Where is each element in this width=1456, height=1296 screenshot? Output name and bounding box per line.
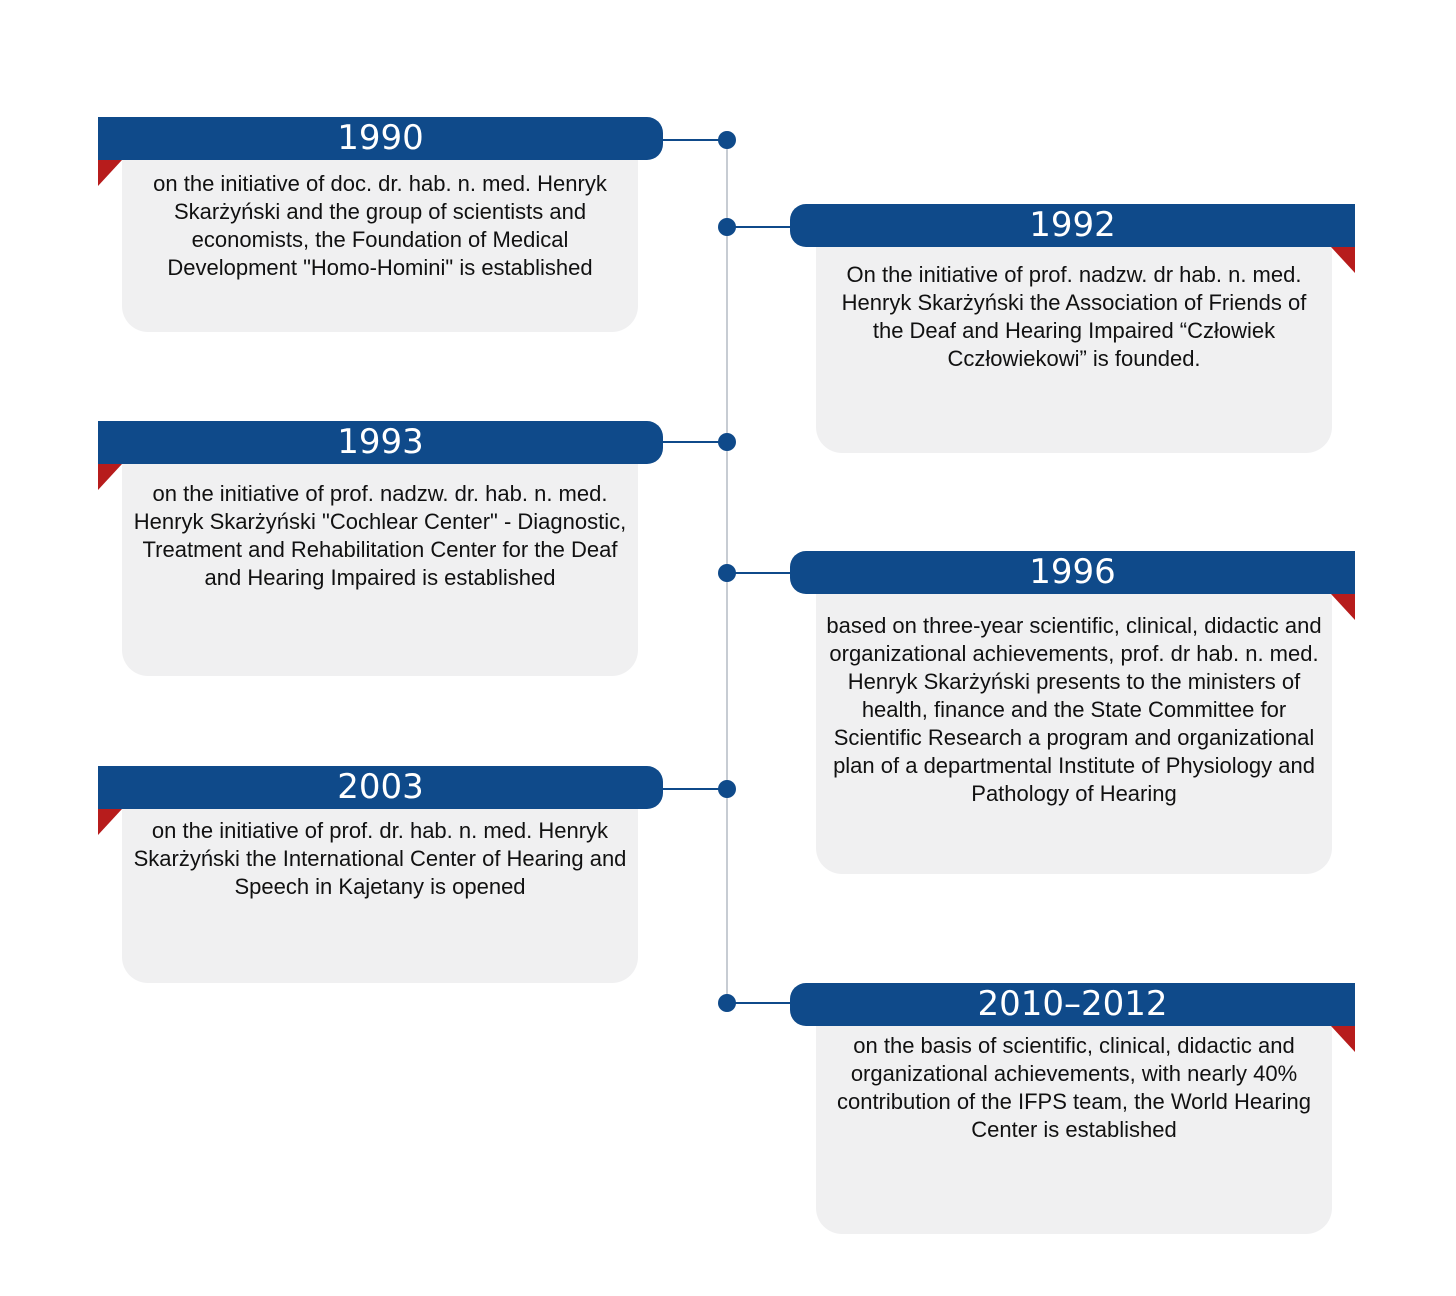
event-year: 1992: [1029, 205, 1116, 245]
event-year: 2010–2012: [977, 984, 1168, 1024]
year-banner: [98, 421, 663, 464]
timeline-dot-1996: [718, 564, 736, 582]
year-banner: [98, 117, 663, 160]
connector-2010-2012: [727, 1002, 793, 1004]
event-text: On the initiative of prof. nadzw. dr hab. n. med. Henryk Skarżyński the Association of Friends of the Deaf and Hearing Impaired “Człowiek Cczłowiekowi” is founded.: [841, 262, 1307, 371]
event-card: [816, 1026, 1332, 1234]
connector-2003: [660, 788, 727, 790]
event-card: [122, 809, 638, 983]
event-year: 1993: [337, 422, 424, 462]
event-text: on the initiative of doc. dr. hab. n. med. Henryk Skarżyński and the group of scientists and economists, the Foundation of Medical Development "Homo-Homini" is established: [153, 171, 607, 280]
event-text: on the initiative of prof. dr. hab. n. med. Henryk Skarżyński the International Center of Hearing and Speech in Kajetany is opened: [133, 818, 627, 899]
banner-fold: [1331, 1026, 1355, 1052]
connector-1990: [660, 139, 727, 141]
connector-1996: [727, 572, 793, 574]
year-banner: [98, 766, 663, 809]
year-banner: [790, 983, 1355, 1026]
event-year: 1996: [1029, 552, 1116, 592]
event-card: [816, 247, 1332, 453]
connector-1992: [727, 226, 793, 228]
event-text: based on three-year scientific, clinical, didactic and organizational achievements, prof. dr hab. n. med. Henryk Skarżyński presents to the ministers of health, finance and the State Committee for Scientific Research a program and organizational plan of a departmental Institute of Physiology and Pathology of Hearing: [826, 613, 1322, 806]
banner-fold: [1331, 247, 1355, 273]
event-card: [816, 594, 1332, 874]
timeline-dot-2010-2012: [718, 994, 736, 1012]
year-banner: [790, 204, 1355, 247]
banner-fold: [98, 160, 122, 186]
event-text: on the basis of scientific, clinical, didactic and organizational achievements, with nearly 40% contribution of the IFPS team, the World Hearing Center is established: [836, 1033, 1312, 1142]
timeline-dot-2003: [718, 780, 736, 798]
timeline-dot-1993: [718, 433, 736, 451]
event-year: 2003: [337, 767, 424, 807]
connector-1993: [660, 441, 727, 443]
timeline-dot-1992: [718, 218, 736, 236]
event-card: [122, 160, 638, 332]
event-text: on the initiative of prof. nadzw. dr. hab. n. med. Henryk Skarżyński "Cochlear Center" - Diagnostic, Treatment and Rehabilitation Center for the Deaf and Hearing Impaired is established: [133, 481, 627, 590]
timeline-dot-1990: [718, 131, 736, 149]
year-banner: [790, 551, 1355, 594]
banner-fold: [98, 464, 122, 490]
banner-fold: [98, 809, 122, 835]
banner-fold: [1331, 594, 1355, 620]
event-year: 1990: [337, 118, 424, 158]
event-card: [122, 464, 638, 676]
